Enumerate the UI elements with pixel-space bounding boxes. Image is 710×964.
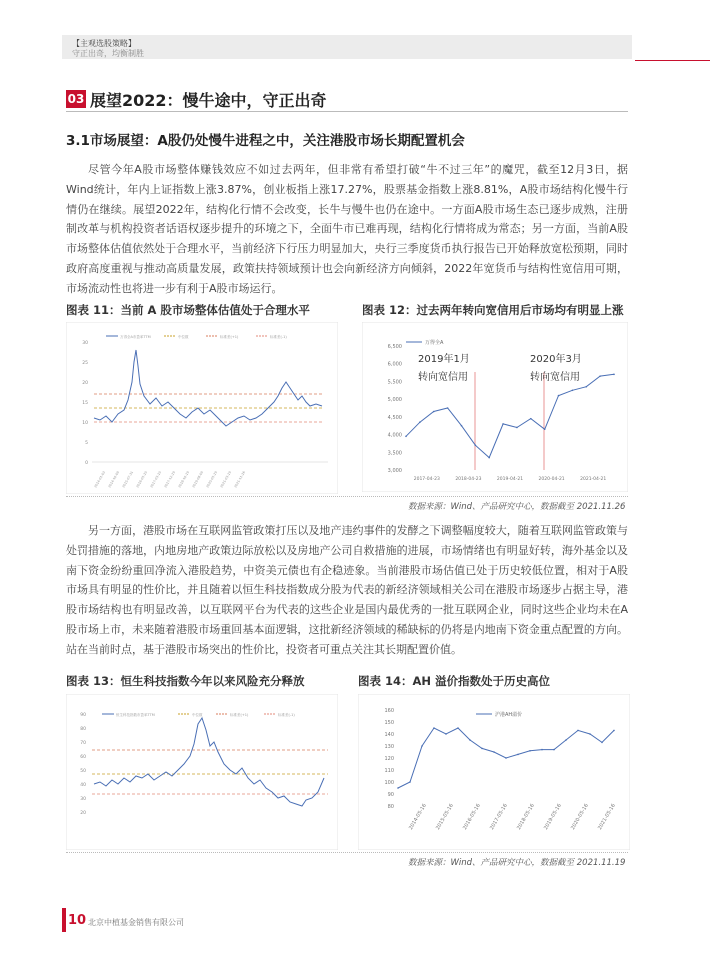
header-slogan: 守正出奇，均衡制胜: [72, 49, 144, 58]
section-divider: [66, 111, 628, 112]
fig12-x-tick-label: 2018-04-23: [455, 477, 482, 482]
fig14-y-tick-label: 110: [384, 768, 394, 774]
section-number: 03: [67, 92, 85, 106]
fig12-y-tick-label: 5,500: [387, 379, 402, 386]
section-heading: [66, 90, 327, 108]
fig14-data-point: [577, 730, 579, 732]
fig14-data-point: [589, 733, 591, 735]
fig14-y-tick-label: 120: [384, 756, 394, 762]
source2-divider: [66, 852, 628, 853]
fig12-y-tick-label: 6,500: [387, 344, 402, 350]
source-note-2: 数据来源：Wind、产品研究中心，数据截至 2021.11.19: [408, 858, 626, 868]
fig14-y-tick-label: 80: [387, 804, 394, 810]
svg-text:50: 50: [80, 769, 86, 774]
fig14-x-tick-label: 2018-05-16: [516, 802, 536, 831]
fig11-svg: [66, 322, 338, 494]
svg-text:万得全A市盈率TTM: 万得全A市盈率TTM: [120, 335, 151, 339]
svg-text:2015-07-31: 2015-07-31: [121, 470, 135, 489]
fig14-data-point: [529, 750, 531, 752]
fig12-x-tick-label: 2021-04-21: [580, 477, 607, 482]
fig14-data-point: [493, 751, 495, 753]
fig14-data-point: [481, 748, 483, 750]
fig14-y-tick-label: 90: [387, 792, 394, 798]
svg-text:恒生科技指数市盈率TTM: 恒生科技指数市盈率TTM: [116, 713, 155, 717]
svg-text:2017-12-29: 2017-12-29: [163, 470, 177, 489]
fig14-y-tick-label: 130: [384, 744, 394, 750]
footer-company: 北京中植基金销售有限公司: [88, 918, 184, 927]
fig14-data-point: [421, 745, 423, 747]
header-bar: [62, 35, 632, 59]
svg-text:25: 25: [82, 361, 88, 366]
fig12-data-point: [488, 457, 490, 459]
fig12-x-tick-label: 2020-04-21: [538, 477, 565, 482]
fig12-data-point: [419, 421, 421, 423]
fig14-data-point: [433, 727, 435, 729]
fig12-data-point: [475, 444, 477, 446]
svg-text:2016-05-20: 2016-05-20: [135, 470, 149, 489]
svg-text:中位数: 中位数: [178, 335, 189, 339]
paragraph-1: 尽管今年A股市场整体赚钱效应不如过去两年，但非常有希望打破“牛不过三年”的魔咒，截至12月3日，据Wind统计，年内上证指数上涨3.87%，创业板指上涨17.27%，股票基金指数上涨8.81%，A股市场结构化慢牛行情仍在继续。展望2022年，结构化行情不会改变，长牛与慢牛也仍在途中。一方面A股市场生态已逐步成熟，注册制改革与机构投资者话语权逐步提升的环境之下，全面牛市已难再现，结构化行情将成为常态；另一方面，当前A股市场整体估值依然处于合理水平，当前经济下行压力明显加大，央行三季度货币执行报告已开始释放宽松预期，同时政府高度重视与推动高质量发展，政策扶持领域预计也会向新经济方向倾斜，2022年宽货币与结构性宽信用可期，市场流动性也将进一步有利于A股市场运行。: [66, 163, 628, 295]
fig14-y-tick-label: 150: [384, 720, 394, 726]
fig14-data-point: [409, 781, 411, 783]
fig12-data-point: [433, 411, 435, 413]
fig14-data-point: [613, 730, 615, 732]
svg-text:2020-05-29: 2020-05-29: [205, 470, 219, 489]
fig12-y-tick-label: 5,000: [387, 397, 402, 404]
fig12-data-point: [461, 425, 463, 427]
fig12-data-point: [544, 428, 546, 430]
svg-text:40: 40: [80, 783, 86, 788]
fig12-data-point: [530, 418, 532, 420]
paragraph-2: 另一方面，港股市场在互联网监管政策打压以及地产违约事件的发酵之下调整幅度较大，随着互联网监管政策与处罚措施的落地，内地房地产政策边际放松以及房地产公司自救措施的进展，市场情绪也有明显好转，海外基金以及南下资金纷纷重回净流入港股趋势，中资美元债也有企稳迹象。当前港股市场估值已处于历史较低位置，相对于A股市场具有明显的性价比，并且随着以恒生科技指数成分股为代表的新经济领域相关公司在港股市场逐步占据主导，港股市场结构也有明显改善，以互联网平台为代表的这些企业是国内最优秀的一批互联网企业，同时这些企业均未在A股市场上市，未来随着港股市场重回基本面逻辑，这批新经济领域的稀缺标的仍将是内地南下资金重点配置的方向。站在当前时点，基于港股市场突出的性价比，投资者可重点关注其长期配置价值。: [66, 524, 628, 656]
source-note-1: 数据来源：Wind、产品研究中心，数据截至 2021.11.26: [408, 502, 626, 512]
fig14-chart: [358, 694, 630, 850]
svg-text:80: 80: [80, 727, 86, 732]
fig14-x-tick-label: 2020-05-16: [570, 802, 590, 831]
svg-text:标准差(-1): 标准差(-1): [270, 335, 287, 339]
fig12-data-point: [585, 386, 587, 388]
fig14-data-point: [517, 754, 519, 756]
fig12-annotation-label-1: 转向宽信用: [418, 372, 468, 383]
fig12-data-point: [613, 374, 615, 376]
fig14-x-tick-label: 2015-05-16: [435, 802, 455, 831]
fig14-title: 图表 14：AH 溢价指数处于历史高位: [358, 674, 551, 688]
svg-text:15: 15: [82, 401, 88, 406]
fig12-y-tick-label: 3,500: [387, 450, 402, 457]
fig14-data-point: [397, 787, 399, 789]
fig12-data-point: [405, 436, 407, 438]
fig12-annotation-date-1: 2019年1月: [418, 354, 470, 365]
fig12-y-tick-label: 3,000: [387, 468, 402, 474]
fig12-y-tick-label: 6,000: [387, 361, 402, 368]
section-title: 展望2022：慢牛途中，守正出奇: [90, 90, 327, 110]
svg-text:标准差(-1): 标准差(-1): [278, 713, 295, 717]
fig13-chart: [66, 694, 338, 850]
fig12-svg: [362, 322, 628, 492]
fig14-legend-label: 沪港AH溢价: [495, 712, 523, 718]
fig13-title: 图表 13：恒生科技指数今年以来风险充分释放: [66, 674, 305, 688]
fig14-data-point: [505, 757, 507, 759]
svg-text:2021-03-19: 2021-03-19: [219, 470, 233, 489]
fig14-x-tick-label: 2016-05-16: [462, 802, 482, 831]
fig12-annotation-date-2: 2020年3月: [530, 354, 582, 365]
fig14-y-tick-label: 100: [384, 780, 394, 786]
fig12-y-tick-label: 4,000: [387, 432, 402, 439]
fig14-y-tick-label: 140: [384, 732, 394, 738]
svg-text:5: 5: [85, 441, 88, 446]
fig14-x-tick-label: 2014-05-16: [408, 802, 428, 831]
svg-text:2021-11-26: 2021-11-26: [233, 470, 247, 489]
page-number: 10: [68, 913, 87, 928]
fig12-data-point: [599, 375, 601, 377]
fig12-data-point: [516, 427, 518, 429]
svg-text:30: 30: [80, 797, 86, 802]
fig14-data-point: [445, 733, 447, 735]
svg-text:标准差(+1): 标准差(+1): [230, 713, 249, 717]
fig12-x-tick-label: 2017-04-23: [413, 477, 440, 482]
fig11-chart: [66, 322, 338, 494]
footer-accent-bar: [62, 908, 66, 932]
fig14-data-point: [601, 742, 603, 744]
svg-text:2018-10-19: 2018-10-19: [177, 470, 191, 489]
fig12-data-point: [558, 395, 560, 397]
svg-text:2014-10-09: 2014-10-09: [107, 470, 121, 489]
fig11-title: 图表 11：当前 A 股市场整体估值处于合理水平: [66, 303, 310, 317]
fig13-svg: [66, 694, 338, 850]
svg-text:2014-01-03: 2014-01-03: [93, 470, 107, 489]
svg-text:90: 90: [80, 713, 86, 718]
svg-text:70: 70: [80, 741, 86, 746]
fig12-annotation-label-2: 转向宽信用: [530, 372, 580, 383]
svg-text:0: 0: [85, 461, 88, 466]
source1-divider: [66, 496, 628, 497]
svg-text:20: 20: [80, 811, 86, 816]
subsection-title: 3.1市场展望：A股仍处慢牛进程之中，关注港股市场长期配置机会: [66, 133, 465, 149]
header-red-line: [635, 60, 710, 61]
fig12-legend-label: 万得全A: [425, 340, 444, 346]
fig14-data-point: [469, 739, 471, 741]
svg-text:2019-08-09: 2019-08-09: [191, 470, 205, 489]
fig14-data-point: [553, 749, 555, 751]
fig14-x-tick-label: 2021-05-16: [597, 802, 617, 831]
svg-text:标准差(+1): 标准差(+1): [220, 335, 239, 339]
fig12-x-tick-label: 2019-04-21: [496, 477, 524, 482]
fig12-data-point: [572, 389, 574, 391]
fig12-y-tick-label: 4,500: [387, 414, 402, 421]
fig14-data-point: [565, 739, 567, 741]
svg-text:中位数: 中位数: [192, 713, 203, 717]
svg-text:2017-03-10: 2017-03-10: [149, 470, 163, 489]
svg-text:10: 10: [82, 421, 88, 426]
fig12-data-point: [502, 423, 504, 425]
fig12-title: 图表 12：过去两年转向宽信用后市场均有明显上涨: [362, 303, 624, 317]
svg-text:30: 30: [82, 341, 88, 346]
svg-text:60: 60: [80, 755, 86, 760]
fig12-data-point: [447, 407, 449, 409]
fig14-y-tick-label: 160: [384, 708, 394, 714]
fig14-x-tick-label: 2017-05-16: [489, 802, 509, 831]
fig14-x-tick-label: 2019-05-16: [543, 802, 563, 831]
header-category: 【主观选股策略】: [72, 39, 136, 48]
svg-text:20: 20: [82, 381, 88, 386]
fig14-svg: [358, 694, 630, 850]
fig12-chart: [362, 322, 628, 492]
fig14-data-point: [457, 727, 459, 729]
fig14-data-point: [541, 749, 543, 751]
